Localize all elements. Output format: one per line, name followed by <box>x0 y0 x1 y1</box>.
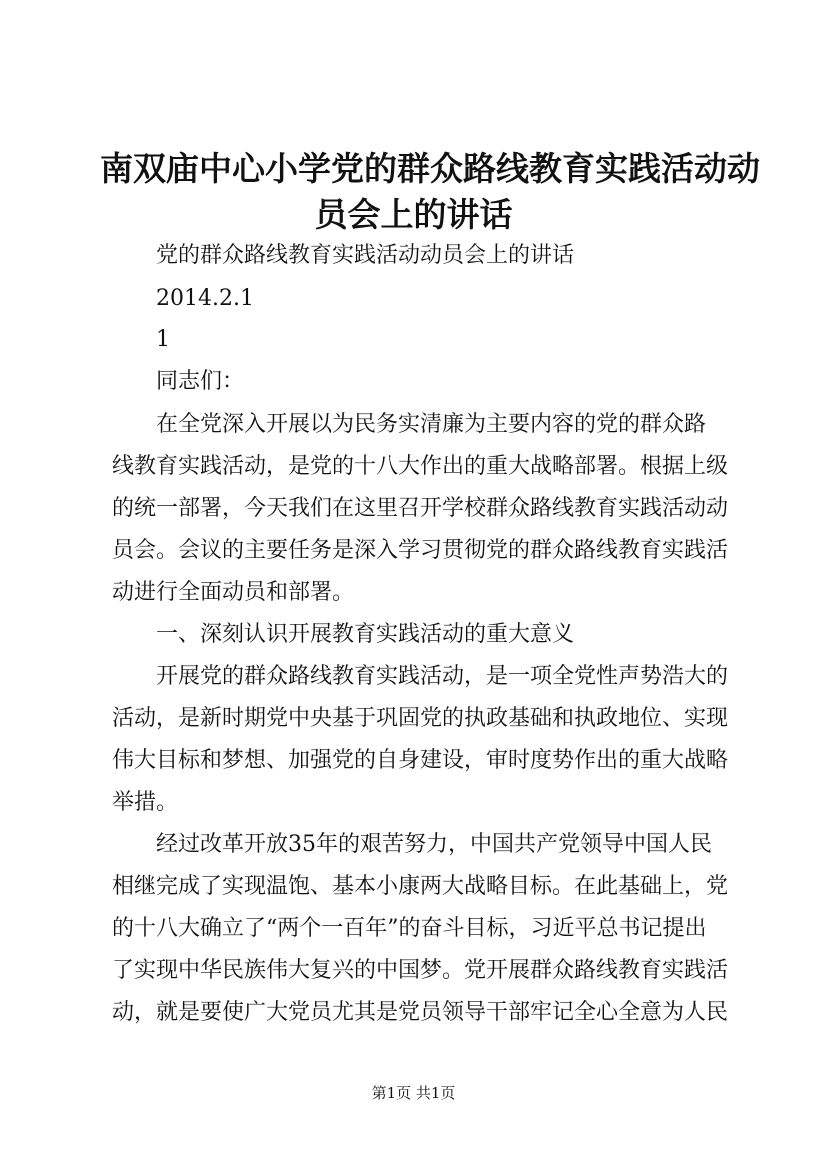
paragraph-line: 员会。会议的主要任务是深入学习贯彻党的群众路线教育实践活 <box>112 538 729 563</box>
paragraph-line: 在全党深入开展以为民务实清廉为主要内容的党的群众路 <box>156 412 707 437</box>
paragraph-line: 举措。 <box>112 790 179 815</box>
paragraph-line: 相继完成了实现温饱、基本小康两大战略目标。在此基础上，党 <box>112 874 729 899</box>
page-footer: 第1页 共1页 <box>371 1084 456 1102</box>
paragraph-line: 的统一部署，今天我们在这里召开学校群众路线教育实践活动动 <box>112 496 729 521</box>
paragraph-line: 的十八大确立了“两个一百年”的奋斗目标，习近平总书记提出 <box>112 916 707 941</box>
paragraph-line: 开展党的群众路线教育实践活动，是一项全党性声势浩大的 <box>156 664 729 689</box>
section-heading: 一、深刻认识开展教育实践活动的重大意义 <box>156 622 575 647</box>
paragraph-line: 伟大目标和梦想、加强党的自身建设，审时度势作出的重大战略 <box>112 748 729 773</box>
date-line-continued: 1 <box>156 327 170 352</box>
paragraph-line: 经过改革开放35年的艰苦努力，中国共产党领导中国人民 <box>156 832 712 857</box>
paragraph-line: 动，就是要使广大党员尤其是党员领导干部牢记全心全意为人民 <box>112 1000 729 1025</box>
date-line: 2014.2.1 <box>156 286 254 311</box>
salutation: 同志们： <box>156 369 245 394</box>
paragraph-line: 动进行全面动员和部署。 <box>112 580 355 605</box>
document-title-line-2: 员会上的讲话 <box>314 195 513 234</box>
paragraph-line: 了实现中华民族伟大复兴的中国梦。党开展群众路线教育实践活 <box>112 958 729 983</box>
paragraph-line: 活动，是新时期党中央基于巩固党的执政基础和执政地位、实现 <box>112 706 729 731</box>
paragraph-line: 线教育实践活动，是党的十八大作出的重大战略部署。根据上级 <box>112 454 729 479</box>
document-title-line-1: 南双庙中心小学党的群众路线教育实践活动动 <box>100 149 760 188</box>
subtitle: 党的群众路线教育实践活动动员会上的讲话 <box>156 243 575 268</box>
